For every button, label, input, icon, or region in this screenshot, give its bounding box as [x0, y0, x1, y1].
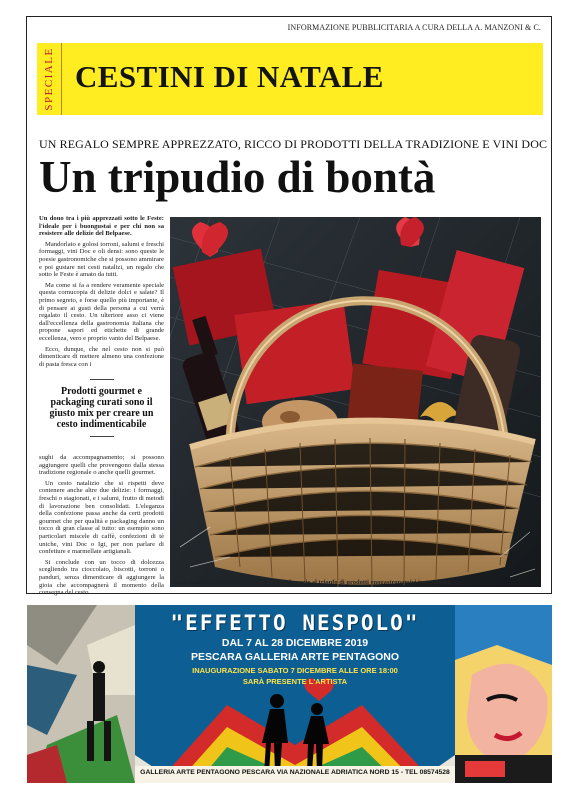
pull-quote: [39, 379, 164, 437]
article-paragraph: Mandorlato e golosi torroni, salumi e freschi formaggi, vini Doc e oli densi: sono queste le poesie gastronomiche che si possono ammirare e poi gustare nei cesti natalizi, un regalo che sotto le Feste è amato da tutti.: [39, 240, 164, 279]
section-tag-label: SPECIALE: [43, 47, 55, 111]
section-tag: [37, 43, 62, 115]
ad-footer: GALLERIA ARTE PENTAGONO PESCARA VIA NAZIONALE ADRIATICA NORD 15 - TEL 08574528: [140, 769, 450, 776]
section-banner: [37, 43, 543, 115]
ad-artist-note: SARÀ PRESENTE L'ARTISTA: [242, 677, 348, 686]
article-lead: Un dono tra i più apprezzati sotto le Feste: l'ideale per i buongustai e per chi non sa resistere alle delizie del Belpaese.: [39, 215, 164, 238]
article-frame: [26, 16, 552, 597]
pull-quote-text: Prodotti gourmet e packaging curati sono il giusto mix per creare un cesto indimenticabile: [49, 386, 154, 430]
ad-title: "EFFETTO NESPOLO": [170, 611, 420, 635]
advertorial-notice: INFORMAZIONE PUBBLICITARIA A CURA DELLA A. MANZONI & C.: [287, 23, 541, 32]
ad-opening: INAUGURAZIONE SABATO 7 DICEMBRE ALLE ORE 18:00: [192, 666, 398, 675]
ad-venue: PESCARA GALLERIA ARTE PENTAGONO: [190, 651, 400, 663]
photo-caption: I cesti natalizi conquistano per la loro bontà grazie al trionfo di prodotti enogastronomici insuperabili: [170, 579, 452, 586]
article-paragraph: Un cesto natalizio che si rispetti deve contenere anche altre due delizie: i formaggi, freschi o stagionati, e i salumi, frutto di metodi di lavorazione ben consolidati. L'eleganza della confezione passa anche da certi prodotti gourmet che per qualità e packaging danno un tocco di gran classe al tutto: un esempio sono particolari miscele di caffè, confezioni di tè uniche, vini Doc o Igt, per non parlare di confetture e marmellate artigianali.: [39, 479, 164, 556]
article-kicker: UN REGALO SEMPRE APPREZZATO, RICCO DI PRODOTTI DELLA TRADIZIONE E VINI DOC: [39, 137, 548, 151]
exhibition-advertisement: [27, 605, 552, 783]
article-paragraph: Ma come si fa a rendere veramente speciale questa cornucopia di delizie dolci e salate? Il primo segreto, e forse quello più importante, è di pensare ai gusti della persona a cui verrà regalato il cesto. Un ulteriore asso ci viene dall'eccellenza della gastronomia italiana che propone sapori ed etichette di grande eccellenza, vero e proprio vanto del Belpaese.: [39, 281, 164, 342]
banner-title: CESTINI DI NATALE: [75, 59, 384, 94]
article-paragraph: Si conclude con un tocco di dolcezza scegliendo tra cioccolato, biscotti, torroni o panduri, senza dimenticare di aggiungere la gioia che accompagnerà il momento della consegna del cesto.: [39, 558, 164, 597]
article-paragraph: sughi da accompagnamento; si possono aggiungere quelli che provengono dalla stessa tradizione regionale o anche quelli gourmet.: [39, 454, 164, 477]
gift-basket-illustration: [170, 217, 541, 587]
ad-dates: DAL 7 AL 28 DICEMBRE 2019: [221, 637, 369, 649]
article-paragraph: Ecco, dunque, che nel cesto non si può dimenticare di mettere almeno una confezione di pasta fresca con i: [39, 345, 164, 368]
gift-basket-photo: [170, 217, 541, 587]
pull-quote-rule: [90, 436, 114, 437]
article-headline: Un tripudio di bontà: [39, 152, 436, 202]
text-column-left-top: [39, 215, 164, 371]
text-column-left-bottom: [39, 454, 164, 600]
pull-quote-rule: [90, 379, 114, 380]
